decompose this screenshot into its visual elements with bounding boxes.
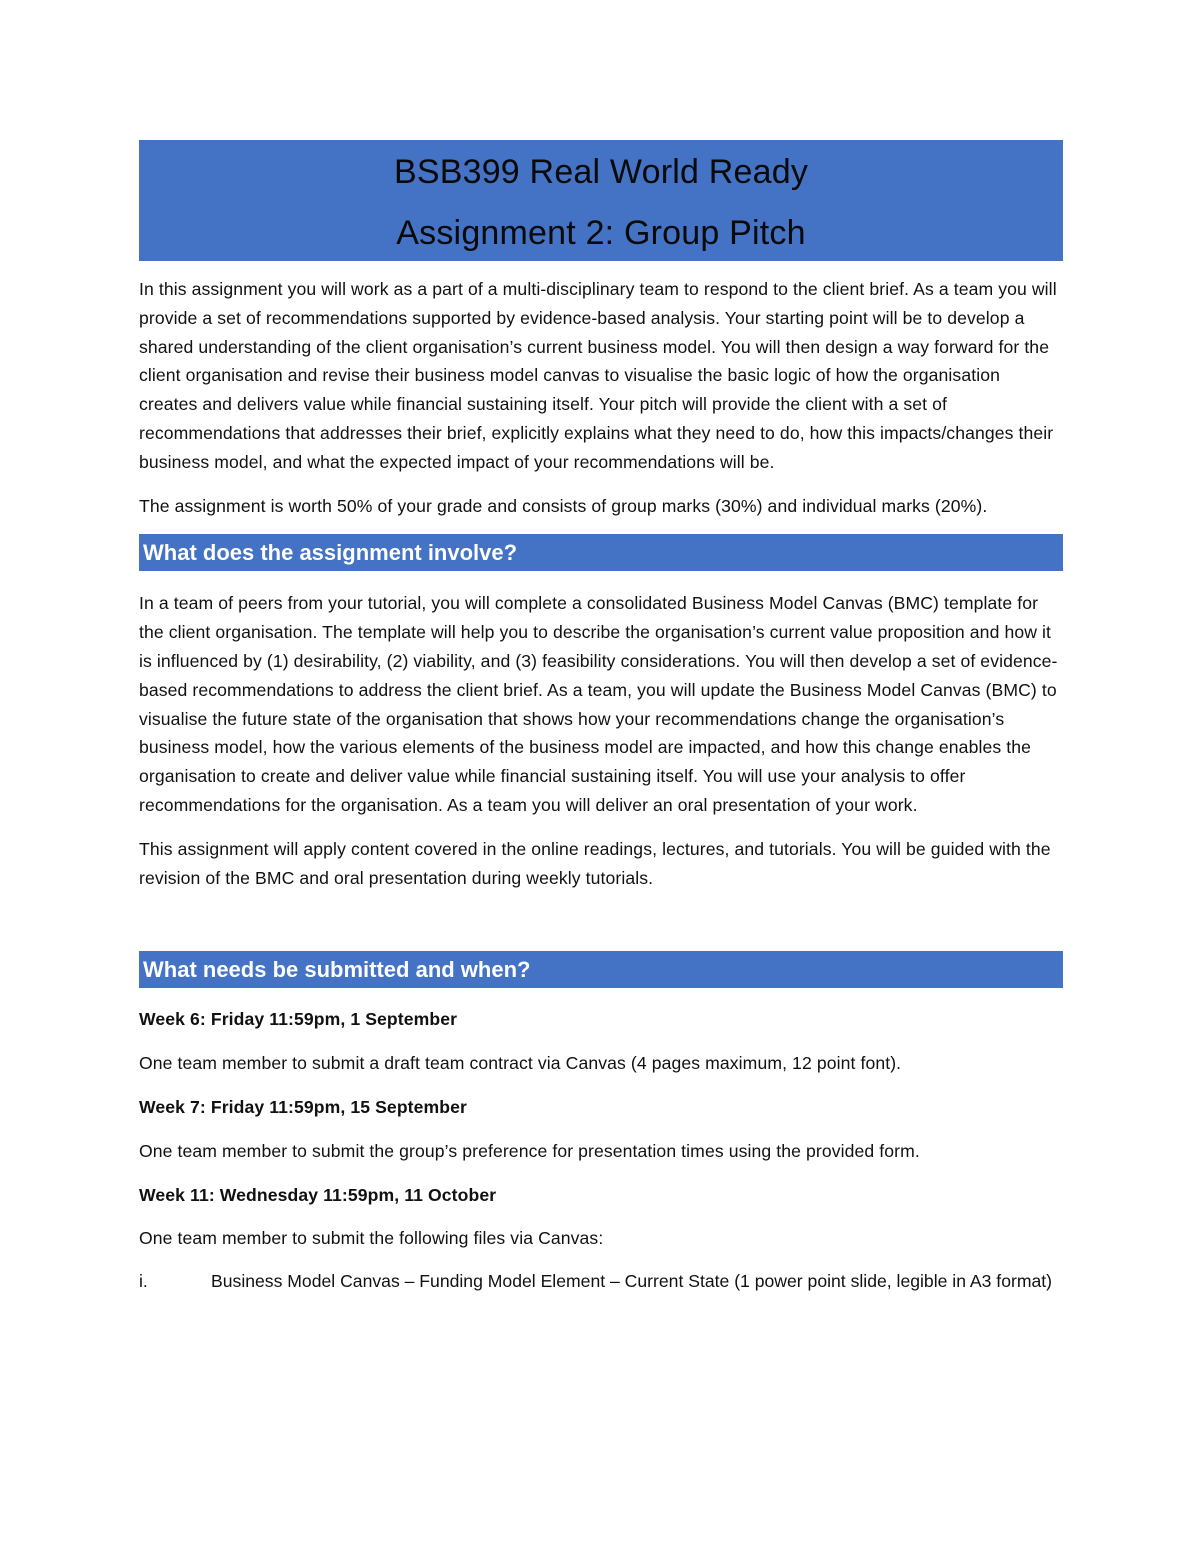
- assignment-title: Assignment 2: Group Pitch: [396, 214, 806, 252]
- document-page: [139, 140, 1063, 1296]
- week7-deadline: Week 7: Friday 11:59pm, 15 September: [139, 1096, 467, 1117]
- section-heading-involve: What does the assignment involve?: [139, 534, 1063, 571]
- section-heading-submission: What needs be submitted and when?: [139, 951, 1063, 988]
- grade-weighting-paragraph: The assignment is worth 50% of your grade and consists of group marks (30%) and individual marks (20%).: [139, 495, 988, 516]
- submission-file-list: [139, 1267, 1063, 1296]
- list-marker: i.: [139, 1271, 148, 1292]
- week6-deadline: Week 6: Friday 11:59pm, 1 September: [139, 1009, 458, 1030]
- title-banner: [139, 140, 1063, 261]
- week11-description: One team member to submit the following files via Canvas:: [139, 1228, 604, 1249]
- week6-description: One team member to submit a draft team contract via Canvas (4 pages maximum, 12 point font).: [139, 1053, 902, 1074]
- involve-paragraph: In a team of peers from your tutorial, you will complete a consolidated Business Model Canvas (BMC) template for the client organisation. The template will help you to describe the organisation’s current value proposition and how it is influenced by (1) desirability, (2) viability, and (3) feasibility considerations. You will then develop a set of evidence-based recommendations to address the client brief. As a team, you will update the Business Model Canvas (BMC) to visualise the future state of the organisation that shows how your recommendations change the organisation’s business model, how the various elements of the business model are impacted, and how this change enables the organisation to create and deliver value while financial sustaining itself. You will use your analysis to offer recommendations for the organisation. As a team you will deliver an oral presentation of your work.: [139, 593, 1058, 815]
- list-item: [139, 1267, 1063, 1296]
- course-title: BSB399 Real World Ready: [393, 153, 809, 191]
- week11-deadline: Week 11: Wednesday 11:59pm, 11 October: [139, 1184, 497, 1205]
- week7-description: One team member to submit the group’s preference for presentation times using the provided form.: [139, 1140, 920, 1161]
- intro-paragraph: In this assignment you will work as a part of a multi-disciplinary team to respond to the client brief. As a team you will provide a set of recommendations supported by evidence-based analysis. Your starting point will be to develop a shared understanding of the client organisation’s current business model. You will then design a way forward for the client organisation and revise their business model canvas to visualise the basic logic of how the organisation creates and delivers value while financial sustaining itself. Your pitch will provide the client with a set of recommendations that addresses their brief, explicitly explains what they need to do, how this impacts/changes their business model, and what the expected impact of your recommendations will be.: [139, 279, 1057, 472]
- list-item-text: Business Model Canvas – Funding Model Element – Current State (1 power point slide, legible in A3 format): [211, 1271, 1053, 1292]
- content-paragraph: This assignment will apply content covered in the online readings, lectures, and tutorials. You will be guided with the revision of the BMC and oral presentation during weekly tutorials.: [139, 838, 1051, 888]
